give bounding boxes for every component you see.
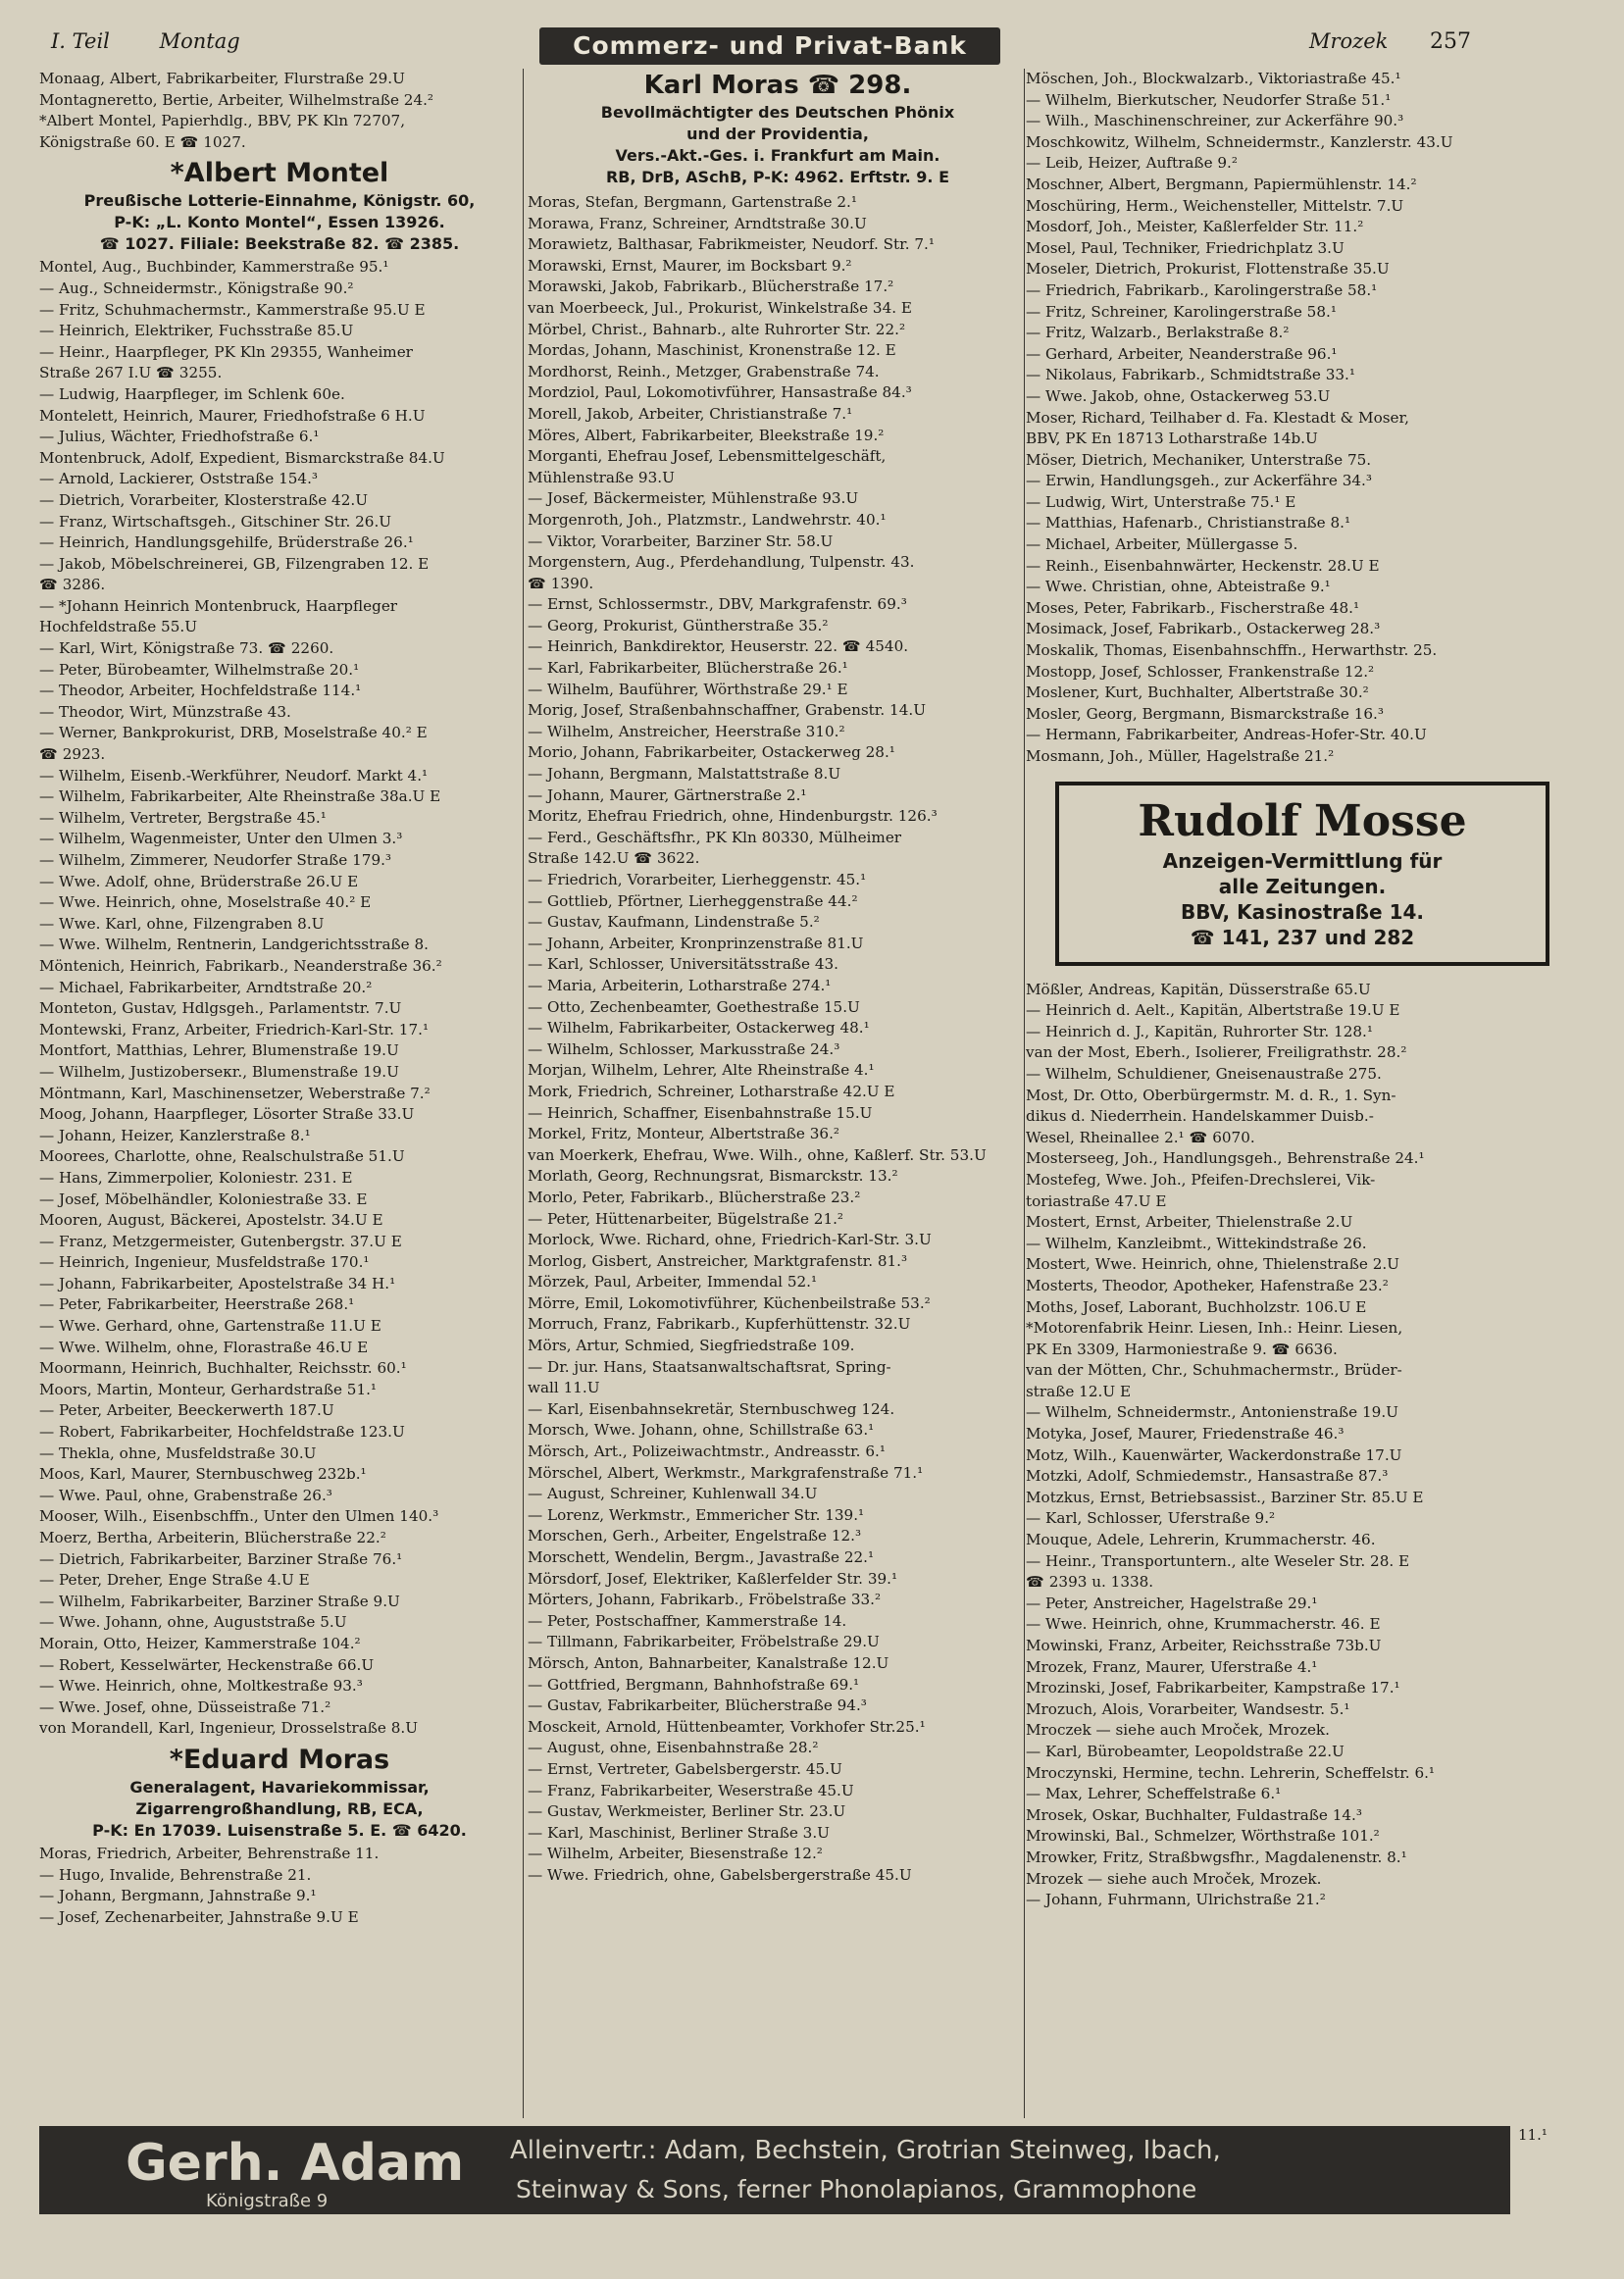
directory-entry: — Julius, Wächter, Friedhofstraße 6.¹ xyxy=(39,428,320,446)
advert-line: Zigarrengroßhandlung, RB, ECA, xyxy=(135,1798,424,1818)
directory-entry: — Johann, Fuhrmann, Ulrichstraße 21.² xyxy=(1026,1891,1326,1909)
directory-entry: — Heinrich d. J., Kapitän, Ruhrorter Str. 128.¹ xyxy=(1026,1022,1373,1040)
directory-entry: Mörs, Artur, Schmied, Siegfriedstraße 109. xyxy=(528,1337,855,1355)
directory-entry: — Heinrich, Ingenieur, Musfeldstraße 170.¹ xyxy=(39,1253,370,1272)
directory-entry: Moog, Johann, Haarpfleger, Lösorter Straße 33.U xyxy=(39,1105,415,1124)
directory-entry: Morschett, Wendelin, Bergm., Javastraße 22.¹ xyxy=(528,1548,875,1566)
directory-entry: Mühlenstraße 93.U xyxy=(528,468,675,486)
directory-entry: Möser, Dietrich, Mechaniker, Unterstraße 75. xyxy=(1026,450,1372,469)
directory-entry: — Wwe. Paul, ohne, Grabenstraße 26.³ xyxy=(39,1486,332,1504)
directory-entry: — Theodor, Wirt, Münzstraße 43. xyxy=(39,702,291,721)
directory-entry: — Wwe. Heinrich, ohne, Moltkestraße 93.³ xyxy=(39,1677,363,1696)
directory-entry: — Johann, Fabrikarbeiter, Apostelstraße 34 H.¹ xyxy=(39,1274,396,1292)
directory-entry: Mörschel, Albert, Werkmstr., Markgrafenstraße 71.¹ xyxy=(528,1463,924,1482)
directory-entry: — Robert, Fabrikarbeiter, Hochfeldstraße 123.U xyxy=(39,1423,405,1442)
directory-entry: — Franz, Metzgermeister, Gutenbergstr. 37.U E xyxy=(39,1232,402,1250)
directory-entry: — Wilhelm, Eisenb.-Werkführer, Neudorf. Markt 4.¹ xyxy=(39,766,429,785)
directory-entry: — Gustav, Fabrikarbeiter, Blücherstraße 94.³ xyxy=(528,1697,867,1715)
directory-entry: — Peter, Hüttenarbeiter, Bügelstraße 21.² xyxy=(528,1209,844,1228)
directory-entry: Moras, Stefan, Bergmann, Gartenstraße 2.¹ xyxy=(528,193,857,211)
entry-list xyxy=(1026,980,1575,1911)
directory-entry: — Josef, Möbelhändler, Koloniestraße 33. E xyxy=(39,1190,368,1208)
directory-entry: dikus d. Niederrhein. Handelskammer Duisb.- xyxy=(1026,1107,1374,1126)
directory-entry: Mrowker, Fritz, Straßbwgsfhr., Magdalenenstr. 8.¹ xyxy=(1026,1848,1407,1866)
directory-entry: — Wilhelm, Anstreicher, Heerstraße 310.² xyxy=(528,722,845,740)
directory-entry: — Ludwig, Haarpfleger, im Schlenk 60e. xyxy=(39,384,345,403)
directory-entry: — Friedrich, Vorarbeiter, Lierheggenstr. 45.¹ xyxy=(528,871,867,888)
directory-entry: Mostefeg, Wwe. Joh., Pfeifen-Drechslerei, Vik- xyxy=(1026,1170,1376,1189)
directory-entry: Morschen, Gerh., Arbeiter, Engelstraße 12.³ xyxy=(528,1527,862,1545)
directory-entry: — Karl, Maschinist, Berliner Straße 3.U xyxy=(528,1823,830,1842)
directory-entry: Morig, Josef, Straßenbahnschaffner, Grabenstr. 14.U xyxy=(528,701,926,720)
directory-entry: — Wilh., Maschinenschreiner, zur Ackerfähre 90.³ xyxy=(1026,112,1404,130)
advert-line: Vers.-Akt.-Ges. i. Frankfurt am Main. xyxy=(615,146,940,165)
directory-entry: — Lorenz, Werkmstr., Emmericher Str. 139.¹ xyxy=(528,1505,865,1524)
directory-entry: — Wilhelm, Wagenmeister, Unter den Ulmen 3.³ xyxy=(39,830,403,848)
directory-entry: — Ludwig, Wirt, Unterstraße 75.¹ E xyxy=(1026,492,1296,511)
directory-entry: — Wilhelm, Bierkutscher, Neudorfer Straße 51.¹ xyxy=(1026,90,1392,109)
directory-entry: Mooren, August, Bäckerei, Apostelstr. 34.U E xyxy=(39,1211,383,1230)
directory-entry: Most, Dr. Otto, Oberbürgermstr. M. d. R., 1. Syn- xyxy=(1026,1086,1396,1104)
directory-entry: Morgenroth, Joh., Platzmstr., Landwehrstr. 40.¹ xyxy=(528,510,887,529)
directory-entry: — Ferd., Geschäftsfhr., PK Kln 80330, Mülheimer xyxy=(528,828,902,846)
directory-entry: BBV, PK En 18713 Lotharstraße 14b.U xyxy=(1026,430,1318,448)
directory-entry: Möntenich, Heinrich, Fabrikarb., Neanderstraße 36.² xyxy=(39,956,442,975)
directory-entry: — Thekla, ohne, Musfeldstraße 30.U xyxy=(39,1443,317,1462)
advert-line: Generalagent, Havariekommissar, xyxy=(129,1777,430,1797)
directory-entry: — Matthias, Hafenarb., Christianstraße 8.¹ xyxy=(1026,514,1351,532)
directory-entry: Mosterts, Theodor, Apotheker, Hafenstraße 23.² xyxy=(1026,1276,1389,1294)
advert-line: Anzeigen-Vermittlung für xyxy=(1162,848,1443,873)
directory-entry: — Maria, Arbeiterin, Lotharstraße 274.¹ xyxy=(528,976,832,994)
advert-line: ☎ 1027. Filiale: Beekstraße 82. ☎ 2385. xyxy=(99,234,460,254)
directory-entry: Straße 267 I.U ☎ 3255. xyxy=(39,364,223,382)
directory-entry: — Hugo, Invalide, Behrenstraße 21. xyxy=(39,1865,312,1884)
directory-entry: Wesel, Rheinallee 2.¹ ☎ 6070. xyxy=(1026,1128,1255,1146)
directory-entry: — Franz, Fabrikarbeiter, Weserstraße 45.U xyxy=(528,1781,854,1799)
directory-entry: Morjan, Wilhelm, Lehrer, Alte Rheinstraße 4.¹ xyxy=(528,1061,875,1080)
directory-entry: — Hans, Zimmerpolier, Koloniestr. 231. E xyxy=(39,1168,353,1187)
directory-entry: — Otto, Zechenbeamter, Goethestraße 15.U xyxy=(528,997,860,1016)
directory-entry: — *Johann Heinrich Montenbruck, Haarpfleger xyxy=(39,596,398,615)
directory-entry: wall 11.U xyxy=(528,1379,600,1397)
directory-entry: — Wilhelm, Fabrikarbeiter, Alte Rheinstraße 38a.U E xyxy=(39,787,441,806)
directory-entry: Mostopp, Josef, Schlosser, Frankenstraße 12.² xyxy=(1026,662,1375,681)
directory-entry: — August, ohne, Eisenbahnstraße 28.² xyxy=(528,1739,819,1757)
directory-entry: Moses, Peter, Fabrikarb., Fischerstraße 48.¹ xyxy=(1026,598,1360,617)
directory-entry: — Michael, Fabrikarbeiter, Arndtstraße 20.² xyxy=(39,978,373,996)
directory-entry: — Johann, Maurer, Gärtnerstraße 2.¹ xyxy=(528,785,807,804)
directory-entry: toriastraße 47.U E xyxy=(1026,1191,1167,1210)
directory-entry: Montewski, Franz, Arbeiter, Friedrich-Karl-Str. 17.¹ xyxy=(39,1020,430,1038)
directory-entry: Morlo, Peter, Fabrikarb., Blücherstraße 23.² xyxy=(528,1188,861,1206)
directory-entry: Mörsch, Anton, Bahnarbeiter, Kanalstraße 12.U xyxy=(528,1653,889,1672)
column-2 xyxy=(528,69,1028,1887)
directory-entry: — Heinrich, Schaffner, Eisenbahnstraße 15.U xyxy=(528,1103,873,1122)
directory-entry: — Werner, Bankprokurist, DRB, Moselstraße 40.² E xyxy=(39,724,428,742)
directory-entry: — Karl, Schlosser, Universitätsstraße 43. xyxy=(528,955,839,974)
directory-entry: — Karl, Schlosser, Uferstraße 9.² xyxy=(1026,1509,1276,1528)
directory-entry: — Leib, Heizer, Auftraße 9.² xyxy=(1026,154,1238,173)
directory-entry: — Wwe. Heinrich, ohne, Moselstraße 40.² E xyxy=(39,893,372,912)
directory-entry: Moschüring, Herm., Weichensteller, Mittelstr. 7.U xyxy=(1026,196,1404,215)
directory-entry: Morawietz, Balthasar, Fabrikmeister, Neudorf. Str. 7.¹ xyxy=(528,235,935,254)
directory-entry: — Wwe. Wilhelm, Rentnerin, Landgerichtsstraße 8. xyxy=(39,936,429,954)
directory-entry: Mörsdorf, Josef, Elektriker, Kaßlerfelder Str. 39.¹ xyxy=(528,1569,898,1588)
directory-entry: ☎ 3286. xyxy=(39,576,106,594)
directory-entry: Mrozek, Franz, Maurer, Uferstraße 4.¹ xyxy=(1026,1657,1318,1676)
directory-entry: ☎ 2393 u. 1338. xyxy=(1026,1573,1154,1592)
directory-entry: — Wwe. Josef, ohne, Düsseistraße 71.² xyxy=(39,1697,331,1716)
directory-entry: *Motorenfabrik Heinr. Liesen, Inh.: Heinr. Liesen, xyxy=(1026,1319,1403,1338)
directory-entry: — Franz, Wirtschaftsgeh., Gitschiner Str. 26.U xyxy=(39,512,392,531)
directory-entry: — Wilhelm, Fabrikarbeiter, Ostackerweg 48.¹ xyxy=(528,1019,870,1038)
advert-line: Bevollmächtigter des Deutschen Phönix xyxy=(600,103,955,122)
footer-line: Alleinvertr.: Adam, Bechstein, Grotrian Steinweg, Ibach, xyxy=(510,2136,1221,2165)
directory-entry: — Erwin, Handlungsgeh., zur Ackerfähre 34.³ xyxy=(1026,472,1372,490)
directory-entry: — Johann, Arbeiter, Kronprinzenstraße 81.U xyxy=(528,934,864,952)
advert-name: *Eduard Moras xyxy=(169,1744,390,1775)
advert-name: Rudolf Mosse xyxy=(1138,795,1467,846)
page-number: 257 xyxy=(1430,29,1471,54)
directory-entry: Morsch, Wwe. Johann, ohne, Schillstraße 63.¹ xyxy=(528,1421,875,1440)
directory-entry: — Michael, Arbeiter, Müllergasse 5. xyxy=(1026,535,1298,554)
directory-entry: Königstraße 60. E ☎ 1027. xyxy=(39,132,246,151)
directory-entry: Motyka, Josef, Maurer, Friedenstraße 46.³ xyxy=(1026,1425,1345,1443)
footer-line: Steinway & Sons, ferner Phonolapianos, Grammophone xyxy=(516,2175,1197,2203)
advert-eduard-moras xyxy=(39,1744,520,1842)
directory-entry: ☎ 2923. xyxy=(39,745,106,764)
directory-entry: Mörre, Emil, Lokomotivführer, Küchenbeilstraße 53.² xyxy=(528,1293,931,1312)
directory-entry: Monteton, Gustav, Hdlgsgeh., Parlamentstr. 7.U xyxy=(39,999,402,1018)
directory-entry: Motzkus, Ernst, Betriebsassist., Barziner Str. 85.U E xyxy=(1026,1488,1424,1506)
directory-entry: Möntmann, Karl, Maschinensetzer, Weberstraße 7.² xyxy=(39,1084,431,1102)
directory-entry: — Viktor, Vorarbeiter, Barziner Str. 58.U xyxy=(528,532,834,550)
directory-entry: — Karl, Fabrikarbeiter, Blücherstraße 26.¹ xyxy=(528,659,848,678)
footer-trailing-number: 11.¹ xyxy=(1518,2126,1548,2144)
directory-entry: — Peter, Fabrikarbeiter, Heerstraße 268.¹ xyxy=(39,1295,355,1314)
entry-list xyxy=(39,69,520,153)
directory-entry: Mostert, Ernst, Arbeiter, Thielenstraße 2.U xyxy=(1026,1213,1353,1232)
advert-albert-montel xyxy=(39,157,520,255)
directory-entry: Möschen, Joh., Blockwalzarb., Viktoriastraße 45.¹ xyxy=(1026,70,1401,87)
directory-entry: — Gustav, Werkmeister, Berliner Str. 23.U xyxy=(528,1802,846,1821)
directory-entry: — Wwe. Gerhard, ohne, Gartenstraße 11.U E xyxy=(39,1317,381,1336)
directory-entry: Montenbruck, Adolf, Expedient, Bismarckstraße 84.U xyxy=(39,448,445,467)
directory-entry: — Ernst, Schlossermstr., DBV, Markgrafenstr. 69.³ xyxy=(528,595,907,614)
directory-entry: — Josef, Zechenarbeiter, Jahnstraße 9.U E xyxy=(39,1907,359,1926)
advert-line: P-K: En 17039. Luisenstraße 5. E. ☎ 6420. xyxy=(92,1820,467,1840)
directory-entry: — Karl, Bürobeamter, Leopoldstraße 22.U xyxy=(1026,1742,1345,1760)
directory-entry: — Wwe. Jakob, ohne, Ostackerweg 53.U xyxy=(1026,386,1331,405)
directory-entry: ☎ 1390. xyxy=(528,574,594,592)
directory-entry: Motzki, Adolf, Schmiedemstr., Hansastraße 87.³ xyxy=(1026,1467,1389,1486)
directory-entry: van Moerkerk, Ehefrau, Wwe. Wilh., ohne, Kaßlerf. Str. 53.U xyxy=(528,1145,987,1164)
directory-entry: — Peter, Anstreicher, Hagelstraße 29.¹ xyxy=(1026,1594,1318,1612)
directory-entry: straße 12.U E xyxy=(1026,1382,1132,1400)
directory-entry: Straße 142.U ☎ 3622. xyxy=(528,849,700,868)
directory-entry: — Wilhelm, Schneidermstr., Antonienstraße 19.U xyxy=(1026,1403,1398,1422)
column-3 xyxy=(1026,69,1575,1911)
advert-name: Karl Moras ☎ 298. xyxy=(643,71,912,100)
directory-entry: — Wilhelm, Justizoberseкr., Blumenstraße 19.U xyxy=(39,1062,399,1081)
directory-entry: Mroczynski, Hermine, techn. Lehrerin, Scheffelstr. 6.¹ xyxy=(1026,1763,1436,1782)
directory-entry: Moerz, Bertha, Arbeiterin, Blücherstraße 22.² xyxy=(39,1529,386,1546)
header-catchword: Mrozek xyxy=(1309,29,1389,53)
directory-entry: Montfort, Matthias, Lehrer, Blumenstraße 19.U xyxy=(39,1041,399,1060)
directory-entry: — Dr. jur. Hans, Staatsanwaltschaftsrat, Spring- xyxy=(528,1357,891,1376)
directory-entry: — Jakob, Möbelschreinerei, GB, Filzengraben 12. E xyxy=(39,554,430,573)
directory-entry: — Heinr., Transportuntern., alte Weseler Str. 28. E xyxy=(1026,1551,1410,1570)
directory-entry: — Arnold, Lackierer, Oststraße 154.³ xyxy=(39,470,319,488)
entry-list xyxy=(528,192,1028,1887)
directory-entry: Moorees, Charlotte, ohne, Realschulstraße 51.U xyxy=(39,1147,405,1166)
entry-list xyxy=(1026,69,1575,768)
directory-entry: Mroczek — siehe auch Mroček, Mrozek. xyxy=(1026,1721,1330,1740)
directory-entry: Morio, Johann, Fabrikarbeiter, Ostackerweg 28.¹ xyxy=(528,743,895,762)
header-weekday: Montag xyxy=(159,29,240,53)
directory-entry: Mosdorf, Joh., Meister, Kaßlerfelder Str. 11.² xyxy=(1026,218,1364,236)
directory-entry: Hochfeldstraße 55.U xyxy=(39,618,197,636)
directory-entry: Mowinski, Franz, Arbeiter, Reichsstraße 73b.U xyxy=(1026,1637,1382,1654)
footer-street: Königstraße 9 xyxy=(206,2191,329,2211)
directory-entry: — Tillmann, Fabrikarbeiter, Fröbelstraße 29.U xyxy=(528,1633,880,1651)
directory-entry: Mrosek, Oskar, Buchhalter, Fuldastraße 14.³ xyxy=(1026,1805,1362,1824)
advert-line: Preußische Lotterie-Einnahme, Königstr. 60, xyxy=(83,191,476,211)
directory-entry: van der Most, Eberh., Isolierer, Freiligrathstr. 28.² xyxy=(1026,1043,1407,1062)
directory-entry: Moos, Karl, Maurer, Sternbuschweg 232b.¹ xyxy=(39,1465,367,1484)
directory-entry: — Robert, Kesselwärter, Heckenstraße 66.U xyxy=(39,1655,375,1674)
directory-entry: — Gottfried, Bergmann, Bahnhofstraße 69.¹ xyxy=(528,1675,860,1694)
directory-entry: — Gerhard, Arbeiter, Neanderstraße 96.¹ xyxy=(1026,344,1338,363)
directory-entry: Mooser, Wilh., Eisenbschffn., Unter den Ulmen 140.³ xyxy=(39,1507,439,1526)
directory-entry: Morawski, Ernst, Maurer, im Bocksbart 9.² xyxy=(528,256,852,275)
advert-karl-moras xyxy=(528,69,1028,188)
directory-entry: Mosckeit, Arnold, Hüttenbeamter, Vorkhofer Str.25.¹ xyxy=(528,1717,926,1736)
advert-line: RB, DrB, ASchB, P-K: 4962. Erftstr. 9. E xyxy=(605,168,949,186)
directory-entry: Morlock, Wwe. Richard, ohne, Friedrich-Karl-Str. 3.U xyxy=(528,1231,932,1249)
directory-entry: — Georg, Prokurist, Güntherstraße 35.² xyxy=(528,616,829,634)
directory-entry: — Heinrich, Handlungsgehilfe, Brüderstraße 26.¹ xyxy=(39,533,414,552)
directory-entry: — Wwe. Heinrich, ohne, Krummacherstr. 46. E xyxy=(1026,1615,1381,1634)
advert-line: ☎ 141, 237 und 282 xyxy=(1190,925,1415,949)
advert-line: P-K: „L. Konto Montel“, Essen 13926. xyxy=(114,213,445,232)
column-1 xyxy=(39,69,520,1928)
directory-entry: — Gustav, Kaufmann, Lindenstraße 5.² xyxy=(528,913,820,932)
directory-entry: Mordziol, Paul, Lokomotivführer, Hansastraße 84.³ xyxy=(528,383,912,402)
directory-entry: — August, Schreiner, Kuhlenwall 34.U xyxy=(528,1485,818,1503)
directory-entry: Möres, Albert, Fabrikarbeiter, Bleekstraße 19.² xyxy=(528,426,885,444)
directory-entry: — Theodor, Arbeiter, Hochfeldstraße 114.¹ xyxy=(39,682,362,700)
directory-entry: Morlog, Gisbert, Anstreicher, Marktgrafenstr. 81.³ xyxy=(528,1251,908,1270)
advert-line: und der Providentia, xyxy=(686,125,869,143)
directory-entry: Moths, Josef, Laborant, Buchholzstr. 106.U E xyxy=(1026,1297,1367,1316)
directory-entry: — Dietrich, Fabrikarbeiter, Barziner Straße 76.¹ xyxy=(39,1549,403,1568)
directory-entry: — Aug., Schneidermstr., Königstraße 90.² xyxy=(39,279,354,297)
directory-entry: — Max, Lehrer, Scheffelstraße 6.¹ xyxy=(1026,1785,1282,1803)
directory-entry: — Fritz, Walzarb., Berlakstraße 8.² xyxy=(1026,324,1290,342)
directory-entry: Morkel, Fritz, Monteur, Albertstraße 36.² xyxy=(528,1125,839,1143)
advert-line: alle Zeitungen. xyxy=(1218,874,1387,898)
directory-entry: Mordhorst, Reinh., Metzger, Grabenstraße 74. xyxy=(528,362,880,380)
directory-entry: — Peter, Bürobeamter, Wilhelmstraße 20.¹ xyxy=(39,660,360,679)
directory-entry: Mörzek, Paul, Arbeiter, Immendal 52.¹ xyxy=(528,1273,818,1291)
directory-entry: Montel, Aug., Buchbinder, Kammerstraße 95.¹ xyxy=(39,258,389,277)
column-divider xyxy=(523,69,524,2118)
directory-entry: — Fritz, Schuhmachermstr., Kammerstraße 95.U E xyxy=(39,300,426,319)
directory-entry: — Wwe. Wilhelm, ohne, Florastraße 46.U E xyxy=(39,1338,369,1356)
header-bank-banner: Commerz- und Privat-Bank xyxy=(539,27,1000,65)
directory-entry: — Heinr., Haarpfleger, PK Kln 29355, Wanheimer xyxy=(39,342,413,361)
directory-entry: Moras, Friedrich, Arbeiter, Behrenstraße 11. xyxy=(39,1844,380,1862)
directory-entry: — Wwe. Karl, ohne, Filzengraben 8.U xyxy=(39,914,325,933)
directory-entry: — Peter, Arbeiter, Beeckerwerth 187.U xyxy=(39,1401,334,1420)
directory-entry: van Moerbeeck, Jul., Prokurist, Winkelstraße 34. E xyxy=(528,298,913,317)
directory-entry: — Karl, Eisenbahnsekretär, Sternbuschweg 124. xyxy=(528,1399,895,1418)
directory-entry: — Heinrich d. Aelt., Kapitän, Albertstraße 19.U E xyxy=(1026,1001,1400,1020)
directory-entry: Morawa, Franz, Schreiner, Arndtstraße 30.U xyxy=(528,214,867,232)
directory-entry: Mörters, Johann, Fabrikarb., Fröbelstraße 33.² xyxy=(528,1591,882,1609)
directory-entry: Mostert, Wwe. Heinrich, ohne, Thielenstraße 2.U xyxy=(1026,1255,1399,1274)
directory-entry: — Johann, Bergmann, Malstattstraße 8.U xyxy=(528,765,841,784)
directory-entry: Moschner, Albert, Bergmann, Papiermühlenstr. 14.² xyxy=(1026,175,1417,193)
directory-entry: Monaag, Albert, Fabrikarbeiter, Flurstraße 29.U xyxy=(39,70,405,87)
directory-entry: Mosimack, Josef, Fabrikarb., Ostackerweg 28.³ xyxy=(1026,620,1381,638)
directory-entry: — Wilhelm, Fabrikarbeiter, Barziner Straße 9.U xyxy=(39,1592,400,1610)
directory-entry: Mörbel, Christ., Bahnarb., alte Ruhrorter Str. 22.² xyxy=(528,320,906,338)
directory-entry: Moser, Richard, Teilhaber d. Fa. Klestadt & Moser, xyxy=(1026,408,1409,427)
directory-entry: — Wilhelm, Vertreter, Bergstraße 45.¹ xyxy=(39,808,327,827)
directory-entry: — Wwe. Friedrich, ohne, Gabelsbergerstraße 45.U xyxy=(528,1865,912,1884)
directory-entry: — Friedrich, Fabrikarb., Karolingerstraße 58.¹ xyxy=(1026,280,1378,299)
directory-entry: — Wilhelm, Zimmerer, Neudorfer Straße 179.³ xyxy=(39,851,392,869)
directory-entry: Mordas, Johann, Maschinist, Kronenstraße 12. E xyxy=(528,341,896,360)
directory-entry: — Wilhelm, Schuldiener, Gneisenaustraße 275. xyxy=(1026,1064,1382,1083)
footer-brand: Gerh. Adam xyxy=(126,2134,465,2193)
footer-advert-gerh-adam xyxy=(39,2126,1510,2214)
directory-entry: Mrowinski, Bal., Schmelzer, Wörthstraße 101.² xyxy=(1026,1827,1380,1846)
directory-entry: Montagneretto, Bertie, Arbeiter, Wilhelmstraße 24.² xyxy=(39,90,434,109)
directory-entry: Morgenstern, Aug., Pferdehandlung, Tulpenstr. 43. xyxy=(528,553,915,572)
directory-entry: Mrozuch, Alois, Vorarbeiter, Wandsestr. 5.¹ xyxy=(1026,1699,1350,1718)
directory-entry: — Heinrich, Elektriker, Fuchsstraße 85.U xyxy=(39,322,354,340)
directory-entry: Motz, Wilh., Kauenwärter, Wackerdonstraße 17.U xyxy=(1026,1445,1402,1464)
advert-line: BBV, Kasinostraße 14. xyxy=(1180,899,1425,924)
directory-entry: — Gottlieb, Pförtner, Lierheggenstraße 44.² xyxy=(528,891,858,910)
directory-entry: Montelett, Heinrich, Maurer, Friedhofstraße 6 H.U xyxy=(39,406,426,425)
directory-entry: — Wilhelm, Schlosser, Markusstraße 24.³ xyxy=(528,1039,840,1058)
directory-entry: Moseler, Dietrich, Prokurist, Flottenstraße 35.U xyxy=(1026,260,1390,279)
directory-entry: — Johann, Bergmann, Jahnstraße 9.¹ xyxy=(39,1887,317,1905)
directory-entry: — Fritz, Schreiner, Karolingerstraße 58.¹ xyxy=(1026,302,1337,321)
directory-entry: Mosmann, Joh., Müller, Hagelstraße 21.² xyxy=(1026,747,1335,765)
directory-entry: PK En 3309, Harmoniestraße 9. ☎ 6636. xyxy=(1026,1340,1338,1358)
directory-entry: — Wwe. Christian, ohne, Abteistraße 9.¹ xyxy=(1026,578,1331,596)
directory-entry: Mosler, Georg, Bergmann, Bismarckstraße 16.³ xyxy=(1026,704,1384,723)
directory-entry: Morell, Jakob, Arbeiter, Christianstraße 7.¹ xyxy=(528,404,853,423)
directory-entry: Mrozek — siehe auch Mroček, Mrozek. xyxy=(1026,1869,1322,1888)
directory-entry: Mosel, Paul, Techniker, Friedrichplatz 3.U xyxy=(1026,238,1345,257)
directory-entry: Mrozinski, Josef, Fabrikarbeiter, Kampstraße 17.¹ xyxy=(1026,1679,1400,1697)
directory-entry: — Dietrich, Vorarbeiter, Klosterstraße 42.U xyxy=(39,490,369,509)
directory-entry: — Wwe. Johann, ohne, Auguststraße 5.U xyxy=(39,1613,347,1632)
directory-entry: — Peter, Dreher, Enge Straße 4.U E xyxy=(39,1571,310,1590)
directory-entry: — Karl, Wirt, Königstraße 73. ☎ 2260. xyxy=(39,639,334,658)
directory-entry: Moritz, Ehefrau Friedrich, ohne, Hindenburgstr. 126.³ xyxy=(528,807,938,826)
entry-list xyxy=(39,1844,520,1928)
directory-entry: — Wilhelm, Kanzleibmt., Wittekindstraße 26. xyxy=(1026,1234,1367,1252)
page-header-left xyxy=(51,29,283,53)
directory-entry: — Wilhelm, Bauführer, Wörthstraße 29.¹ E xyxy=(528,680,848,698)
directory-entry: Mörsch, Art., Polizeiwachtmstr., Andreasstr. 6.¹ xyxy=(528,1443,886,1461)
directory-entry: Moors, Martin, Monteur, Gerhardstraße 51.¹ xyxy=(39,1380,378,1398)
directory-entry: — Reinh., Eisenbahnwärter, Heckenstr. 28.U E xyxy=(1026,556,1380,575)
header-part: I. Teil xyxy=(51,29,110,53)
advert-name: *Albert Montel xyxy=(170,158,389,189)
entry-list xyxy=(39,257,520,1740)
directory-entry: Moslener, Kurt, Buchhalter, Albertstraße 30.² xyxy=(1026,684,1369,702)
directory-entry: Mork, Friedrich, Schreiner, Lotharstraße 42.U E xyxy=(528,1082,895,1100)
directory-entry: von Morandell, Karl, Ingenieur, Drosselstraße 8.U xyxy=(39,1719,418,1738)
directory-entry: Morganti, Ehefrau Josef, Lebensmittelgeschäft, xyxy=(528,447,887,466)
directory-entry: Mößler, Andreas, Kapitän, Düsserstraße 65.U xyxy=(1026,980,1371,998)
directory-entry: Morawski, Jakob, Fabrikarb., Blücherstraße 17.² xyxy=(528,278,894,296)
directory-entry: Moschkowitz, Wilhelm, Schneidermstr., Kanzlerstr. 43.U xyxy=(1026,132,1453,151)
directory-entry: Morruch, Franz, Fabrikarb., Kupferhüttenstr. 32.U xyxy=(528,1315,911,1334)
directory-entry: — Johann, Heizer, Kanzlerstraße 8.¹ xyxy=(39,1126,311,1144)
directory-entry: — Nikolaus, Fabrikarb., Schmidtstraße 33.¹ xyxy=(1026,366,1355,384)
directory-entry: — Wilhelm, Arbeiter, Biesenstraße 12.² xyxy=(528,1845,823,1863)
directory-entry: Mouque, Adele, Lehrerin, Krummacherstr. 46. xyxy=(1026,1531,1376,1549)
directory-entry: Moormann, Heinrich, Buchhalter, Reichsstr. 60.¹ xyxy=(39,1359,407,1378)
directory-entry: — Peter, Postschaffner, Kammerstraße 14. xyxy=(528,1611,847,1630)
directory-entry: — Ernst, Vertreter, Gabelsbergerstr. 45.U xyxy=(528,1759,842,1778)
directory-entry: Moskalik, Thomas, Eisenbahnschffn., Herwarthstr. 25. xyxy=(1026,641,1438,660)
directory-entry: *Albert Montel, Papierhdlg., BBV, PK Kln 72707, xyxy=(39,112,406,130)
directory-entry: van der Mötten, Chr., Schuhmachermstr., Brüder- xyxy=(1026,1361,1402,1380)
directory-entry: Mosterseeg, Joh., Handlungsgeh., Behrenstraße 24.¹ xyxy=(1026,1149,1425,1168)
directory-entry: — Josef, Bäckermeister, Mühlenstraße 93.U xyxy=(528,489,859,508)
directory-entry: — Wwe. Adolf, ohne, Brüderstraße 26.U E xyxy=(39,872,359,890)
advert-rudolf-mosse xyxy=(1055,782,1549,966)
directory-entry: — Hermann, Fabrikarbeiter, Andreas-Hofer-Str. 40.U xyxy=(1026,726,1427,744)
directory-entry: Morain, Otto, Heizer, Kammerstraße 104.² xyxy=(39,1634,361,1652)
directory-entry: Morlath, Georg, Rechnungsrat, Bismarckstr. 13.² xyxy=(528,1167,898,1186)
directory-entry: — Heinrich, Bankdirektor, Heuserstr. 22. ☎ 4540. xyxy=(528,637,909,656)
